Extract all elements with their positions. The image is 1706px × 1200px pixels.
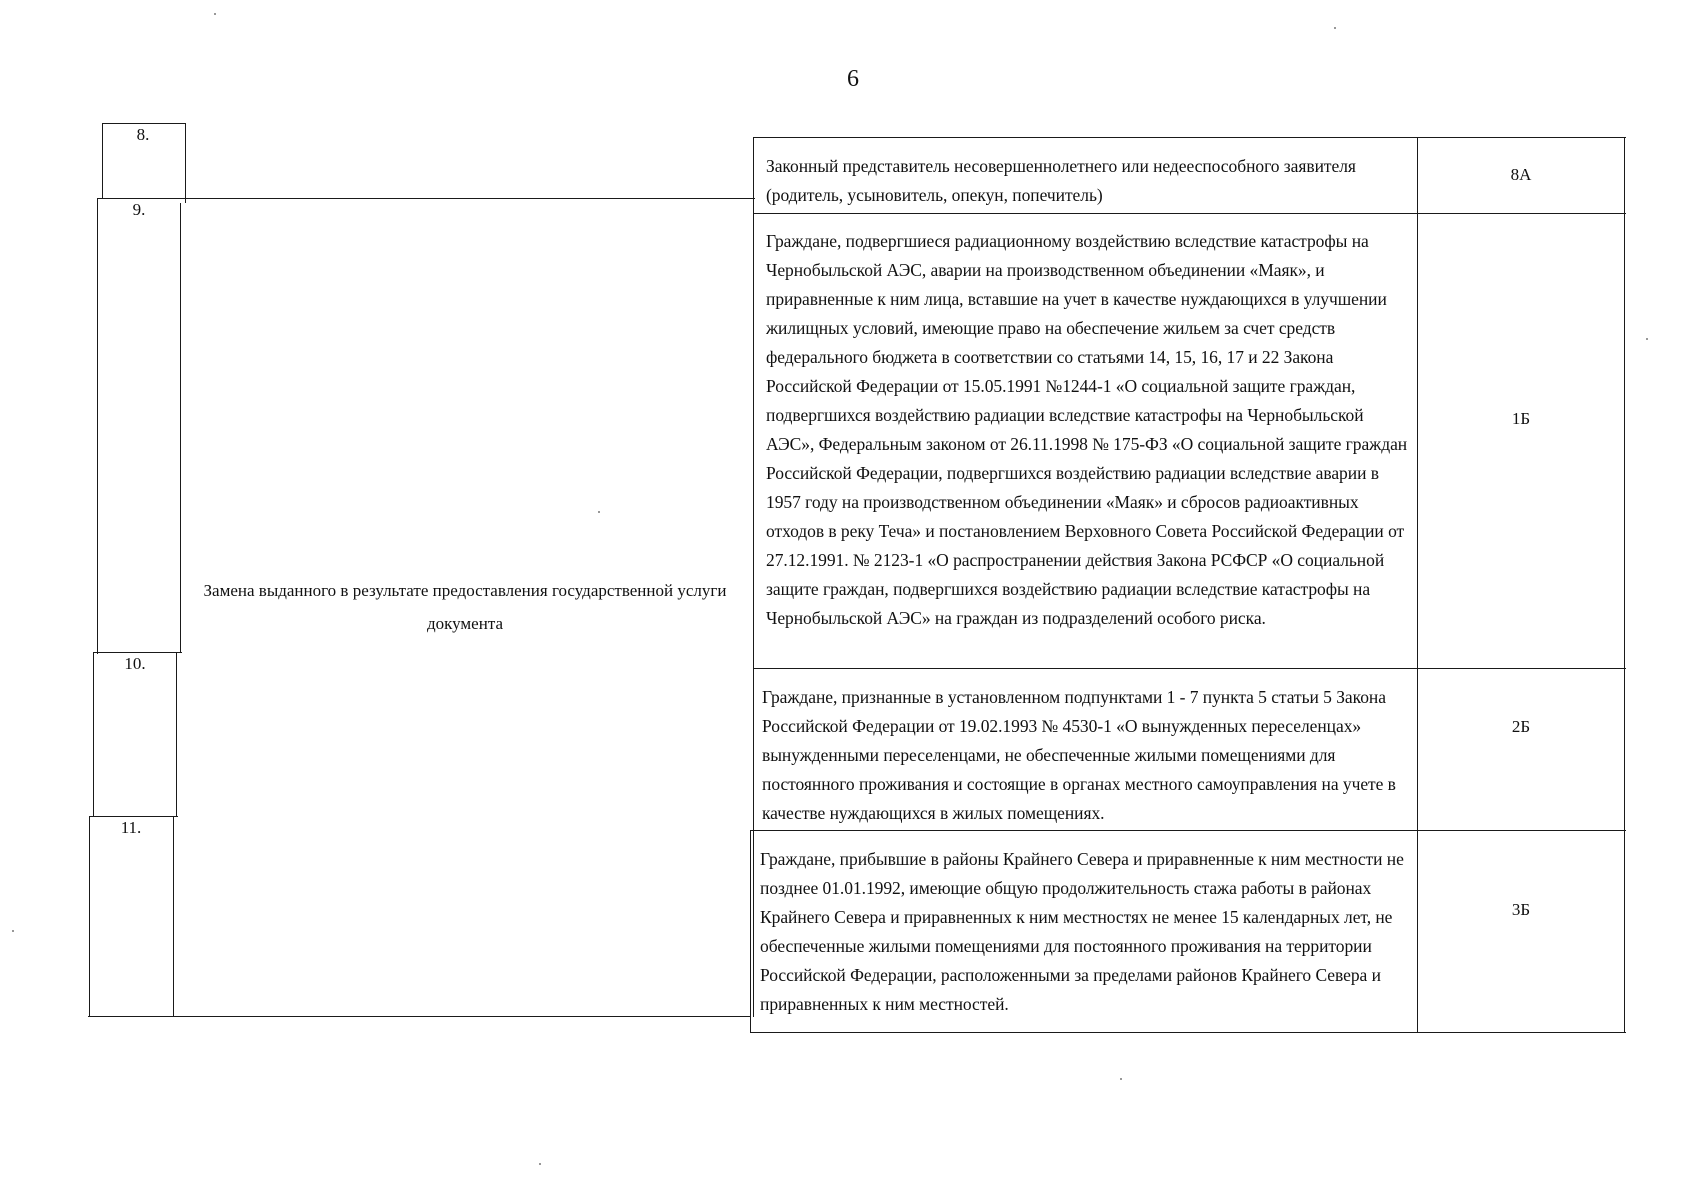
category-code: 3Б [1511, 900, 1531, 919]
scan-speck [214, 13, 216, 15]
category-text: Граждане, прибывшие в районы Крайнего Севера и приравненные к ним местности не позднее 01.01.1992, имеющие общую продолжительность стажа работы в районах Крайнего Севера и приравненных к ним местностях не менее 15 календарных лет, не обеспеченные жилыми помещениями для постоянного проживания на территории Российской Федерации, расположенными за пределами районов Крайнего Севера и приравненных к ним местностей. [760, 849, 1404, 1014]
scan-speck [1334, 27, 1336, 29]
scan-speck [539, 1163, 541, 1165]
scan-speck [1646, 338, 1648, 340]
scan-speck [1120, 1078, 1122, 1080]
row-number: 11. [120, 818, 142, 837]
service-name: Замена выданного в результате предоставления государственной услуги документа [203, 581, 727, 633]
category-text: Законный представитель несовершеннолетнего или недееспособного заявителя (родитель, усыновитель, опекун, попечитель) [766, 156, 1356, 205]
page-number: 6 [847, 66, 859, 92]
row-number: 10. [124, 654, 146, 673]
category-code: 8А [1510, 165, 1532, 184]
row-number: 8. [136, 125, 150, 144]
row-number: 9. [132, 200, 146, 219]
category-code: 1Б [1511, 409, 1531, 428]
category-text: Граждане, подвергшиеся радиационному воздействию вследствие катастрофы на Чернобыльской АЭС, аварии на производственном объединении «Маяк», и приравненные к ним лица, вставшие на учет в качестве нуждающихся в улучшении жилищных условий, имеющие право на обеспечение жильем за счет средств федерального бюджета в соответствии со статьями 14, 15, 16, 17 и 22 Закона Российской Федерации от 15.05.1991 №1244-1 «О социальной защите граждан, подвергшихся воздействию радиации вследствие катастрофы на Чернобыльской АЭС», Федеральным законом от 26.11.1998 № 175-ФЗ «О социальной защите граждан Российской Федерации, подвергшихся воздействию радиации вследствие аварии в 1957 году на производственном объединении «Маяк» и сбросов радиоактивных отходов в реку Теча» и постановлением Верховного Совета Российской Федерации от 27.12.1991. № 2123-1 «О распространении действия Закона РСФСР «О социальной защите граждан, подвергшихся воздействию радиации вследствие катастрофы на Чернобыльской АЭС» на граждан из подразделений особого риска. [766, 231, 1408, 628]
category-code: 2Б [1511, 717, 1531, 736]
scan-speck [12, 930, 14, 932]
category-text: Граждане, признанные в установленном подпунктами 1 - 7 пункта 5 статьи 5 Закона Российской Федерации от 19.02.1993 № 4530-1 «О вынужденных переселенцах» вынужденными переселенцами, не обеспеченные жилыми помещениями для постоянного проживания и состоящие в органах местного самоуправления на учете в качестве нуждающихся в жилых помещениях. [762, 687, 1396, 823]
scan-speck [598, 511, 600, 513]
